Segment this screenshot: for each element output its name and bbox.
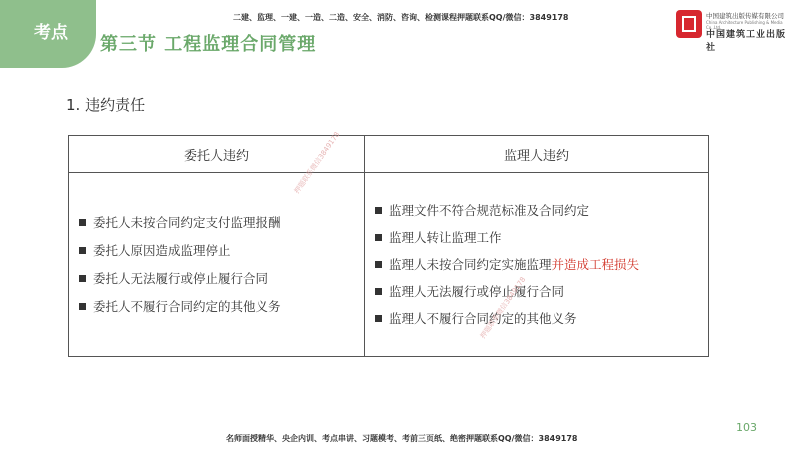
list-item: 委托人未按合同约定支付监理报酬 [75,209,358,237]
table-body-row [69,173,709,357]
top-notice: 二建、监理、一建、一造、二造、安全、消防、咨询、检测课程押题联系QQ/微信：3849178 [233,13,569,22]
supervisor-breach-cell [365,173,709,357]
page-number: 103 [736,421,757,434]
client-breach-cell [69,173,365,357]
liability-table [68,135,709,357]
supervisor-breach-list [371,197,702,332]
list-item [371,224,702,251]
list-item-text: 监理人不履行合同约定的其他义务 [389,311,577,326]
watermark: 押题联系微信3849178 [292,130,342,196]
list-item-text: 监理文件不符合规范标准及合同约定 [389,203,590,218]
publisher-logo-icon [676,10,702,38]
header-supervisor-breach: 监理人违约 [365,136,709,173]
list-item: 委托人无法履行或停止履行合同 [75,265,358,293]
page-heading: 1. 违约责任 [66,96,146,114]
publisher-name-cn2: 中国建筑工业出版社 [706,30,787,53]
list-item [371,197,702,224]
list-item-highlight: 并造成工程损失 [551,257,640,272]
list-item-text: 监理人转让监理工作 [389,230,502,245]
section-title: 第三节 工程监理合同管理 [100,34,317,55]
publisher-name-en: China Architecture Publishing & Media Co.,Ltd. [706,20,783,30]
publisher-logo [676,8,794,53]
list-item [371,251,702,278]
header-client-breach: 委托人违约 [69,136,365,173]
publisher-name-cn: 中国建筑出版传媒有限公司 [706,12,784,20]
list-item-text: 监理人未按合同约定实施监理 [389,257,552,272]
client-breach-list [75,209,358,321]
table-header-row [69,136,709,173]
list-item: 委托人原因造成监理停止 [75,237,358,265]
list-item: 委托人不履行合同约定的其他义务 [75,293,358,321]
topic-badge-label: 考点 [34,23,68,43]
topic-badge [0,0,96,68]
list-item [371,305,702,332]
watermark: 押题联系微信3849178 [478,275,528,341]
list-item [371,278,702,305]
bottom-notice: 名师面授精华、央企内训、考点串讲、习题模考、考前三页纸、绝密押题联系QQ/微信：3849178 [226,434,578,443]
list-item-text: 监理人无法履行或停止履行合同 [389,284,565,299]
